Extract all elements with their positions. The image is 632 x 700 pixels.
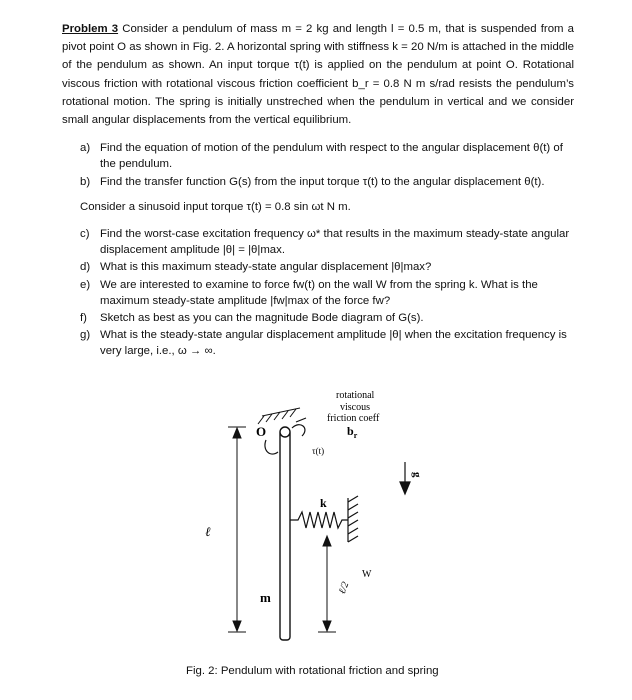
friction-subscript: r <box>353 431 358 440</box>
input-torque-statement: Consider a sinusoid input torque τ(t) = 0.8 sin ωt N m. <box>80 201 351 213</box>
friction-coefficient-label <box>347 424 358 440</box>
half-length-dimension <box>318 536 336 632</box>
question-f <box>80 310 574 326</box>
problem-title: Problem 3 <box>62 23 119 35</box>
friction-symbol: b <box>347 424 354 438</box>
pivot-label: O <box>256 424 267 439</box>
question-label: a) <box>80 142 91 154</box>
friction-label-line3: friction coeff <box>327 413 380 424</box>
gravity-arrow <box>400 462 410 494</box>
questions-ab <box>80 140 574 191</box>
figure-caption: Fig. 2: Pendulum with rotational friction and spring <box>186 665 439 677</box>
half-length-label: ℓ/2 <box>336 580 352 596</box>
spring-label: k <box>320 496 327 510</box>
wall-label: W <box>362 569 372 580</box>
question-text: Find the transfer function G(s) from the input torque τ(t) to the angular displacement θ(t). <box>100 176 545 189</box>
question-e <box>80 277 574 309</box>
question-text: Sketch as best as you can the magnitude Bode diagram of G(s). <box>100 312 424 325</box>
length-label: ℓ <box>205 524 211 539</box>
questions-cg <box>80 226 574 360</box>
pendulum-figure <box>0 376 632 666</box>
question-d <box>80 259 574 275</box>
friction-label-line1: rotational <box>336 390 375 401</box>
ceiling-hatch <box>258 408 300 424</box>
torque-label: τ(t) <box>312 446 325 456</box>
question-text: We are interested to examine to force fw(t) on the wall W from the spring k. What is the maximum steady-state amplitude |fw|max of the force fw? <box>100 278 538 307</box>
question-text: What is this maximum steady-state angular displacement |θ|max? <box>100 261 432 274</box>
question-label: g) <box>80 329 91 342</box>
question-label: d) <box>80 261 91 274</box>
pendulum-rod <box>280 427 290 640</box>
spring <box>290 512 348 528</box>
question-text: Find the worst-case excitation frequency ω* that results in the maximum steady-state angular displacement amplitude |θ| = |θ|max. <box>100 228 570 257</box>
question-text: Find the equation of motion of the pendulum with respect to the angular displacement θ(t) of the pendulum. <box>100 142 563 171</box>
question-c <box>80 226 574 258</box>
question-b <box>80 174 574 190</box>
length-dimension <box>228 427 246 632</box>
friction-label-line2: viscous <box>340 402 370 413</box>
mass-label: m <box>260 590 271 605</box>
question-label: f) <box>80 312 87 325</box>
question-label: b) <box>80 176 91 189</box>
question-text: What is the steady-state angular displacement amplitude |θ| when the excitation frequency is very large, i.e., ω → ∞. <box>100 329 567 358</box>
question-label: e) <box>80 278 91 291</box>
wall <box>348 496 358 542</box>
gravity-label: g <box>411 472 423 478</box>
problem-statement <box>62 20 574 129</box>
question-g <box>80 327 574 359</box>
problem-intro-text: Consider a pendulum of mass m = 2 kg and length l = 0.5 m, that is suspended from a pivot point O as shown in Fig. 2. A horizontal spring with stiffness k = 20 N/m is attached in the middle of the pendulum as shown. An input torque τ(t) is applied on the pendulum at point O. Rotational viscous friction with rotational viscous friction coefficient b_r = 0.8 N m s/rad resists the pendulum’s rotational motion. The spring is initially unstreched when the pendulum in vertical and we consider small angular displacements from the vertical equilibrium. <box>62 23 574 127</box>
question-a <box>80 140 574 172</box>
question-label: c) <box>80 228 90 240</box>
